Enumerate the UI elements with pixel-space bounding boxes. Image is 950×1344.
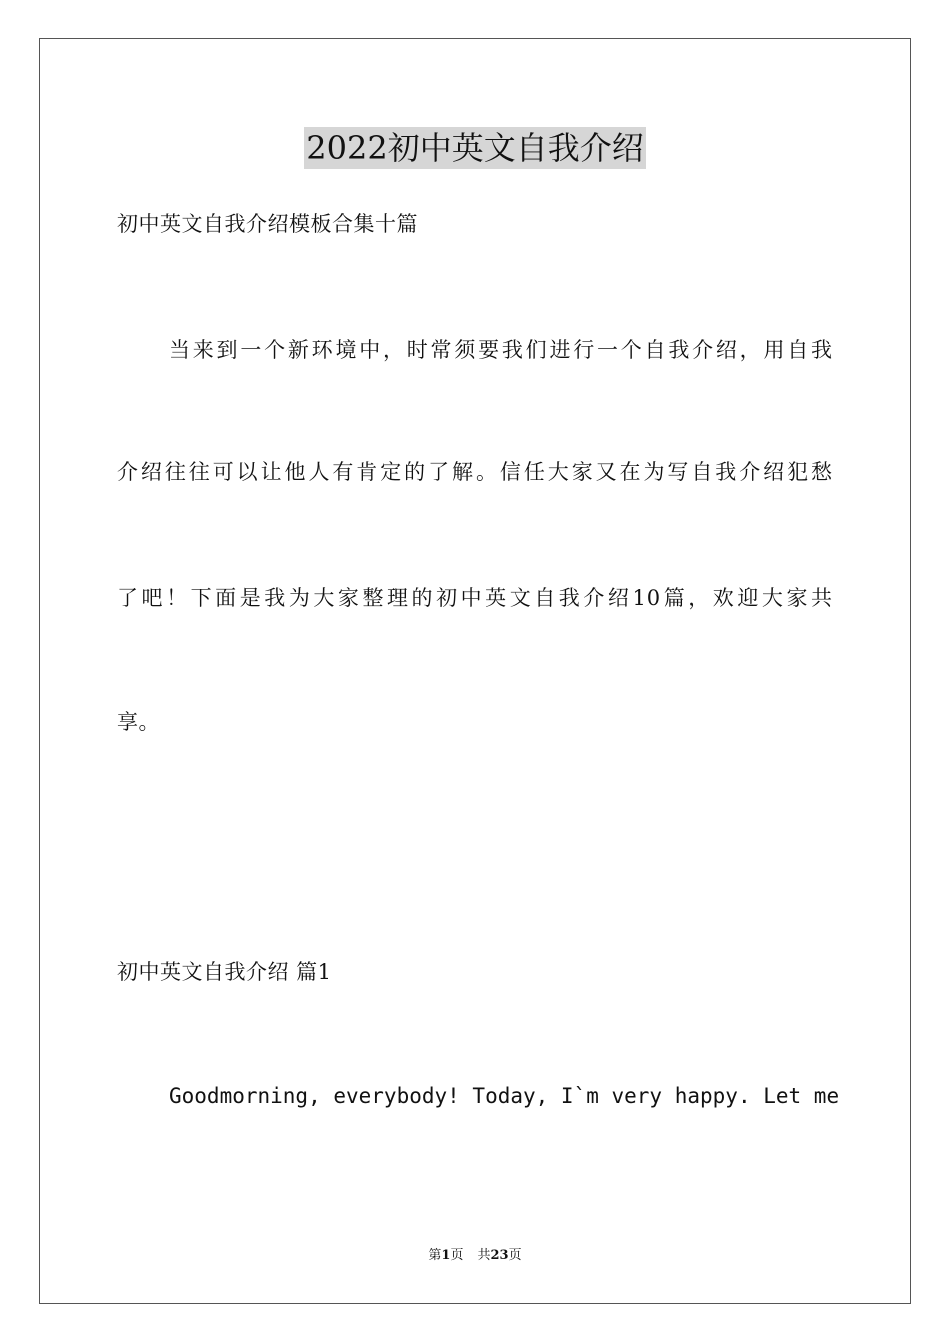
document-title: [0, 126, 950, 170]
english-paragraph-line: Goodmorning, everybody! Today, I`m very happy. Let me: [169, 1084, 840, 1108]
intro-line-4: 享。: [117, 710, 160, 734]
footer-total-suffix: 页: [508, 1248, 522, 1263]
document-title-text: 2022初中英文自我介绍: [306, 129, 644, 167]
intro-line-3: 了吧！下面是我为大家整理的初中英文自我介绍10篇，欢迎大家共: [117, 586, 833, 610]
footer-page-suffix: 页: [450, 1248, 464, 1263]
page-footer: [0, 1246, 950, 1266]
intro-line-2: 介绍往往可以让他人有肯定的了解。信任大家又在为写自我介绍犯愁: [117, 460, 833, 484]
footer-page-prefix: 第: [428, 1248, 442, 1263]
intro-line-1: 当来到一个新环境中，时常须要我们进行一个自我介绍，用自我: [169, 338, 833, 362]
section-heading: 初中英文自我介绍 篇1: [117, 960, 332, 984]
footer-total-prefix: 共: [477, 1248, 491, 1263]
footer-page-total: 23: [490, 1248, 509, 1263]
footer-page-current: 1: [441, 1248, 451, 1263]
document-subtitle: 初中英文自我介绍模板合集十篇: [117, 212, 418, 236]
